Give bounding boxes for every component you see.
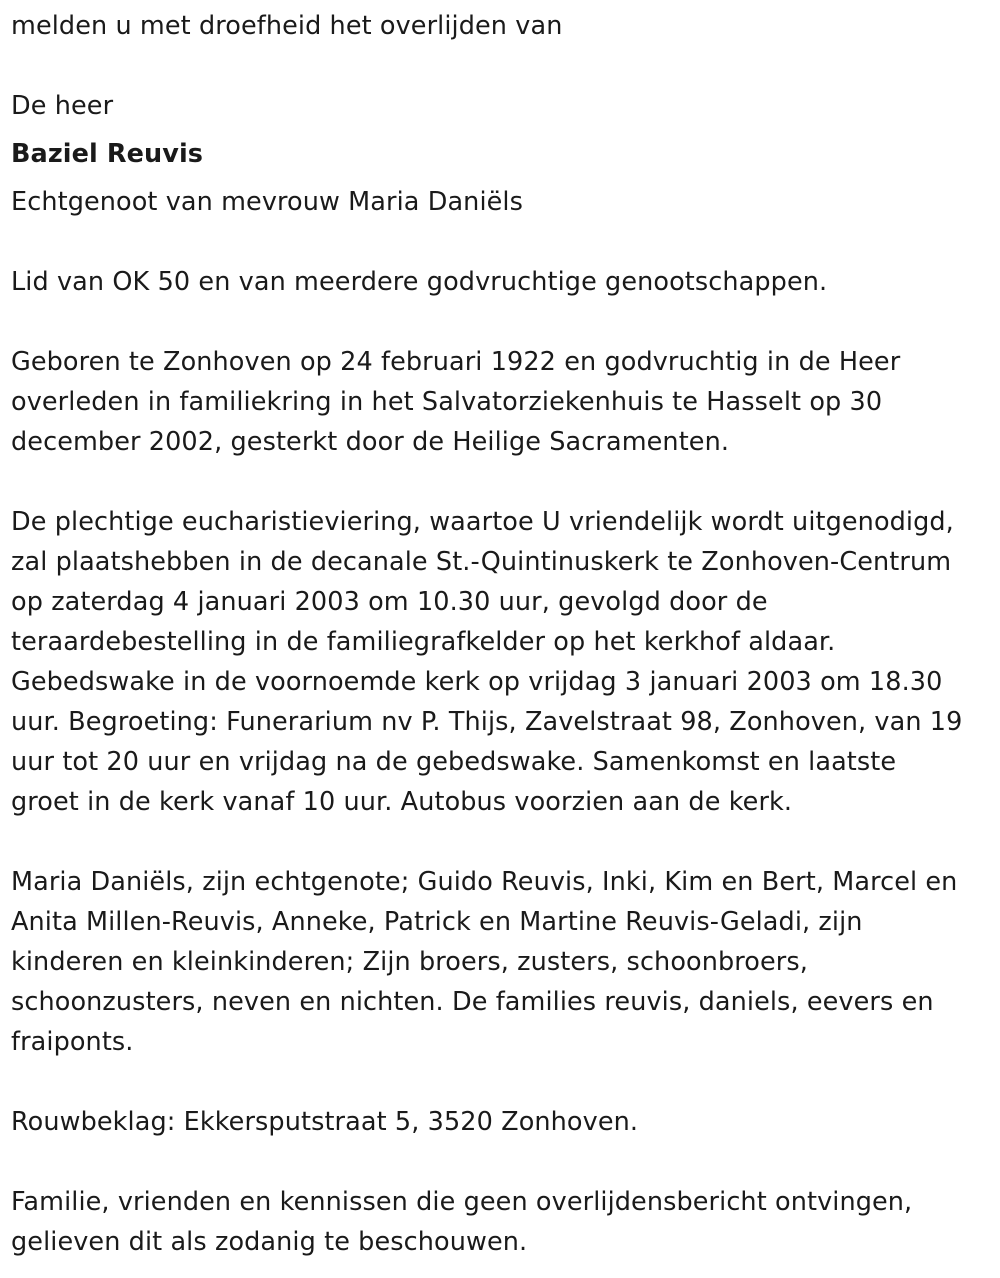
ceremony-line: op zaterdag 4 januari 2003 om 10.30 uur, gevolgd door de [11, 587, 768, 617]
ceremony-line: uur tot 20 uur en vrijdag na de gebedswake. Samenkomst en laatste [11, 747, 897, 777]
ceremony-line: groet in de kerk vanaf 10 uur. Autobus voorzien aan de kerk. [11, 787, 793, 817]
spouse-line: Echtgenoot van mevrouw Maria Daniëls [11, 187, 523, 217]
ceremony-line: zal plaatshebben in de decanale St.-Quintinuskerk te Zonhoven-Centrum [11, 547, 952, 577]
salutation: De heer [11, 91, 114, 121]
intro-text: melden u met droefheid het overlijden van [11, 11, 563, 41]
birth-death-line: overleden in familiekring in het Salvatorziekenhuis te Hasselt op 30 [11, 387, 883, 417]
membership-line: Lid van OK 50 en van meerdere godvruchtige genootschappen. [11, 267, 828, 297]
family-line: kinderen en kleinkinderen; Zijn broers, zusters, schoonbroers, [11, 947, 808, 977]
family-line: Maria Daniëls, zijn echtgenote; Guido Reuvis, Inki, Kim en Bert, Marcel en [11, 867, 958, 897]
family-line: schoonzusters, neven en nichten. De families reuvis, daniels, eevers en [11, 987, 934, 1017]
closing-line: gelieven dit als zodanig te beschouwen. [11, 1227, 528, 1257]
ceremony-line: De plechtige eucharistieviering, waartoe U vriendelijk wordt uitgenodigd, [11, 507, 954, 537]
family-line: fraiponts. [11, 1027, 134, 1057]
birth-death-line: Geboren te Zonhoven op 24 februari 1922 en godvruchtig in de Heer [11, 347, 901, 377]
condolence-address: Rouwbeklag: Ekkersputstraat 5, 3520 Zonhoven. [11, 1107, 639, 1137]
ceremony-line: uur. Begroeting: Funerarium nv P. Thijs, Zavelstraat 98, Zonhoven, van 19 [11, 707, 963, 737]
closing-line: Familie, vrienden en kennissen die geen overlijdensbericht ontvingen, [11, 1187, 913, 1217]
ceremony-line: teraardebestelling in de familiegrafkelder op het kerkhof aldaar. [11, 627, 836, 657]
ceremony-line: Gebedswake in de voornoemde kerk op vrijdag 3 januari 2003 om 18.30 [11, 667, 943, 697]
birth-death-line: december 2002, gesterkt door de Heilige Sacramenten. [11, 427, 730, 457]
deceased-name: Baziel Reuvis [11, 139, 204, 169]
family-line: Anita Millen-Reuvis, Anneke, Patrick en Martine Reuvis-Geladi, zijn [11, 907, 863, 937]
